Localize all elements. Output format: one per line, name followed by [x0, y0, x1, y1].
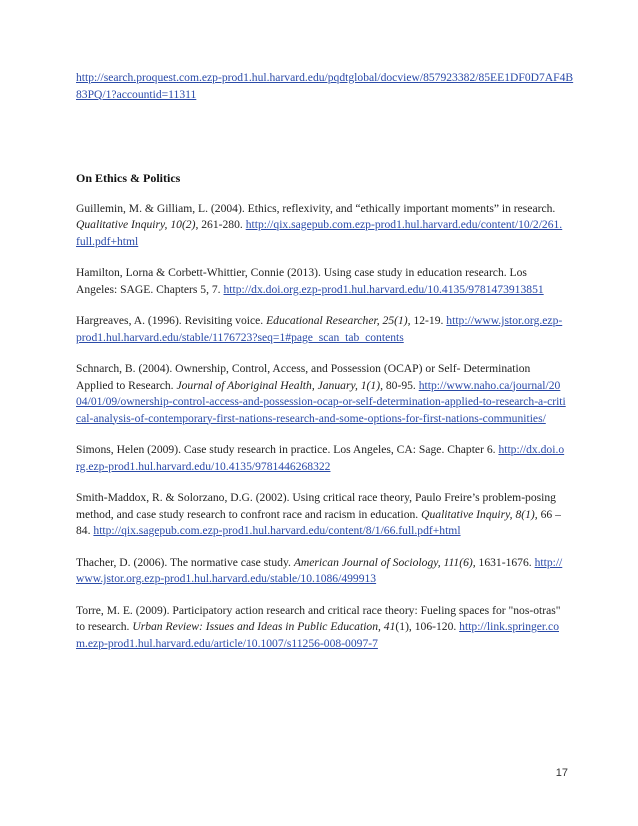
reference-source: American Journal of Sociology, 111(6),	[293, 555, 476, 569]
reference-link[interactable]: http://www.jstor.org.ezp-prod1.hul.harvard.edu/stable/1176723?seq=1#page_scan_tab_contents	[76, 314, 563, 344]
reference-citation: Thacher, D. (2006). The normative case study.	[76, 555, 294, 569]
reference-entry	[76, 603, 566, 653]
reference-text	[76, 265, 566, 298]
reference-text	[76, 555, 566, 588]
page-number: 17	[555, 767, 568, 779]
proquest-link[interactable]: http://search.proquest.com.ezp-prod1.hul.harvard.edu/pqdtglobal/docview/857923382/85EE1DF0D7AF4B83PQ/1?accountid=11311	[76, 71, 574, 101]
section-heading: On Ethics & Politics	[76, 171, 181, 185]
reference-pages: (1), 106-120.	[395, 620, 460, 633]
reference-text	[76, 603, 566, 653]
reference-source: Educational Researcher, 25(1),	[266, 314, 411, 327]
reference-link[interactable]: http://link.springer.com.ezp-prod1.hul.harvard.edu/article/10.1007/s11256-008-0097-7	[76, 620, 559, 650]
reference-citation: Hamilton, Lorna & Corbett-Whittier, Connie (2013). Using case study in education research. Los Angeles: SAGE. Chapters 5, 7.	[76, 266, 527, 296]
reference-entry	[76, 442, 566, 475]
reference-citation: Hargreaves, A. (1996). Revisiting voice.	[76, 314, 267, 327]
reference-text	[76, 201, 566, 251]
reference-entry	[76, 265, 566, 298]
reference-text	[76, 490, 566, 540]
reference-entry	[76, 361, 566, 427]
reference-entry	[76, 490, 566, 540]
reference-citation: Smith-Maddox, R. & Solorzano, D.G. (2002). Using critical race theory, Paulo Freire’s problem-posing method, and case study research to confront race and racism in education.	[76, 491, 556, 521]
reference-source: Journal of Aboriginal Health, January, 1(1),	[176, 378, 383, 392]
reference-text	[76, 442, 566, 475]
reference-pages: 12-19.	[410, 314, 447, 327]
reference-link[interactable]: http://www.naho.ca/journal/2004/01/09/ownership-control-access-and-possession-ocap-or-self-determination-applied-to-research-a-critical-analysis-of-contemporary-first-nations-research-and-some-options-for-first-nations-communities/	[76, 378, 566, 425]
reference-source: Qualitative Inquiry, 10(2),	[76, 218, 199, 231]
reference-citation: Simons, Helen (2009). Case study research in practice. Los Angeles, CA: Sage. Chapter 6.	[76, 443, 499, 456]
reference-link[interactable]: http://qix.sagepub.com.ezp-prod1.hul.harvard.edu/content/8/1/66.full.pdf+html	[93, 524, 461, 537]
proquest-link-block	[76, 70, 576, 103]
reference-text	[76, 361, 566, 427]
reference-pages: 1631-1676.	[475, 555, 535, 569]
reference-citation: Torre, M. E. (2009). Participatory action research and critical race theory: Fueling spaces for "nos-otras" to research.	[76, 603, 561, 633]
reference-link[interactable]: http://dx.doi.org.ezp-prod1.hul.harvard.edu/10.4135/9781446268322	[76, 443, 565, 473]
ethics-politics-section	[76, 170, 566, 667]
reference-citation: Guillemin, M. & Gilliam, L. (2004). Ethics, reflexivity, and “ethically important moments” in research.	[76, 201, 556, 215]
reference-source: Qualitative Inquiry, 8(1),	[421, 507, 538, 521]
reference-pages: 66 – 84.	[76, 507, 561, 537]
reference-entry	[76, 201, 566, 251]
reference-link[interactable]: http://dx.doi.org.ezp-prod1.hul.harvard.edu/10.4135/9781473913851	[223, 282, 544, 296]
reference-link[interactable]: http://www.jstor.org.ezp-prod1.hul.harvard.edu/stable/10.1086/499913	[76, 555, 563, 585]
reference-pages: 80-95.	[382, 378, 419, 392]
reference-source: Urban Review: Issues and Ideas in Public Education, 41	[132, 620, 396, 633]
reference-text	[76, 313, 566, 346]
reference-pages: 261-280.	[198, 218, 246, 231]
reference-link[interactable]: http://qix.sagepub.com.ezp-prod1.hul.harvard.edu/content/10/2/261.full.pdf+html	[76, 218, 563, 248]
reference-entry	[76, 555, 566, 588]
reference-entry	[76, 313, 566, 346]
reference-citation: Schnarch, B. (2004). Ownership, Control, Access, and Possession (OCAP) or Self- Determination Applied to Research.	[76, 362, 531, 392]
